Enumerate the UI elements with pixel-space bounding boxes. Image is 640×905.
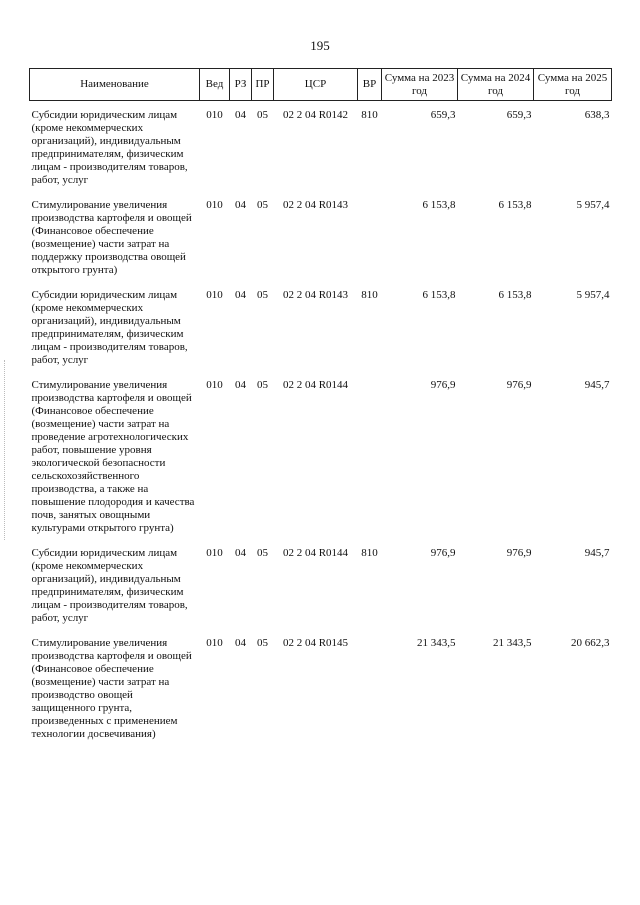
budget-table (29, 68, 612, 745)
table-body (30, 101, 612, 746)
header-pr: ПР (252, 69, 274, 101)
row-ved: 010 (206, 289, 223, 301)
row-csr: 02 2 04 R0142 (282, 109, 349, 121)
row-vr (358, 191, 382, 281)
table-row (30, 629, 612, 745)
row-sum-2025: 638,3 (584, 109, 610, 121)
row-sum-2023: 6 153,8 (422, 289, 456, 301)
row-name: Стимулирование увеличения производства картофеля и овощей (Финансовое обеспечение (возмещение) части затрат на поддержку производства овощей открытого грунта) (31, 199, 192, 276)
row-sum-2023: 976,9 (430, 547, 456, 559)
row-name: Субсидии юридическим лицам (кроме некоммерческих организаций), индивидуальным предпринимателям, физическим лицам - производителям товаров, работ, услуг (31, 289, 188, 366)
row-csr: 02 2 04 R0143 (282, 199, 349, 211)
row-rz: 04 (235, 109, 246, 121)
row-sum-2024: 659,3 (506, 109, 532, 121)
row-sum-2024: 6 153,8 (498, 289, 532, 301)
row-sum-2025: 945,7 (584, 547, 610, 559)
row-sum-2023: 659,3 (430, 109, 456, 121)
table-row (30, 371, 612, 539)
row-pr: 05 (257, 289, 268, 301)
row-sum-2024: 976,9 (506, 547, 532, 559)
row-sum-2024: 21 343,5 (493, 637, 532, 649)
scan-margin-marks (4, 360, 6, 540)
row-pr: 05 (257, 637, 268, 649)
row-ved: 010 (206, 547, 223, 559)
page-number: 195 (310, 38, 330, 53)
row-sum-2024: 976,9 (506, 379, 532, 391)
table-row (30, 281, 612, 371)
row-rz: 04 (235, 547, 246, 559)
header-sum-2024: Сумма на 2024 год (458, 69, 534, 101)
table-header (30, 69, 612, 101)
row-sum-2023: 976,9 (430, 379, 456, 391)
row-sum-2025: 5 957,4 (576, 289, 610, 301)
row-csr: 02 2 04 R0145 (282, 637, 349, 649)
row-name: Субсидии юридическим лицам (кроме некоммерческих организаций), индивидуальным предпринимателям, физическим лицам - производителям товаров, работ, услуг (31, 109, 188, 186)
row-rz: 04 (235, 199, 246, 211)
table-row (30, 101, 612, 192)
row-pr: 05 (257, 379, 268, 391)
header-name: Наименование (30, 69, 200, 101)
header-sum-2025: Сумма на 2025 год (534, 69, 612, 101)
row-name: Субсидии юридическим лицам (кроме некоммерческих организаций), индивидуальным предпринимателям, физическим лицам - производителям товаров, работ, услуг (31, 547, 188, 624)
row-sum-2023: 6 153,8 (422, 199, 456, 211)
row-pr: 05 (257, 109, 268, 121)
header-rz: РЗ (230, 69, 252, 101)
row-vr: 810 (361, 547, 378, 559)
table-row (30, 191, 612, 281)
header-ved: Вед (200, 69, 230, 101)
row-csr: 02 2 04 R0144 (282, 547, 349, 559)
header-sum-2023: Сумма на 2023 год (382, 69, 458, 101)
row-pr: 05 (257, 199, 268, 211)
row-rz: 04 (235, 379, 246, 391)
row-vr (358, 371, 382, 539)
row-vr: 810 (361, 289, 378, 301)
header-csr: ЦСР (274, 69, 358, 101)
header-vr: ВР (358, 69, 382, 101)
row-sum-2025: 5 957,4 (576, 199, 610, 211)
row-vr (358, 629, 382, 745)
row-sum-2023: 21 343,5 (417, 637, 456, 649)
row-ved: 010 (206, 199, 223, 211)
row-ved: 010 (206, 379, 223, 391)
table-row (30, 539, 612, 629)
row-sum-2025: 945,7 (584, 379, 610, 391)
row-vr: 810 (361, 109, 378, 121)
row-sum-2024: 6 153,8 (498, 199, 532, 211)
row-ved: 010 (206, 109, 223, 121)
row-rz: 04 (235, 289, 246, 301)
row-csr: 02 2 04 R0143 (282, 289, 349, 301)
row-pr: 05 (257, 547, 268, 559)
row-csr: 02 2 04 R0144 (282, 379, 349, 391)
row-name: Стимулирование увеличения производства картофеля и овощей (Финансовое обеспечение (возмещение) части затрат на производство овощей защищенного грунта, произведенных с применением технологии досвечивания) (31, 637, 192, 740)
row-name: Стимулирование увеличения производства картофеля и овощей (Финансовое обеспечение (возмещение) части затрат на проведение агротехнологических работ, повышение уровня экологической безопасности сельскохозяйственного производства, а также на повышение плодородия и качества почв, занятых овощными культурами открытого грунта) (31, 379, 195, 534)
row-ved: 010 (206, 637, 223, 649)
row-rz: 04 (235, 637, 246, 649)
row-sum-2025: 20 662,3 (571, 637, 610, 649)
